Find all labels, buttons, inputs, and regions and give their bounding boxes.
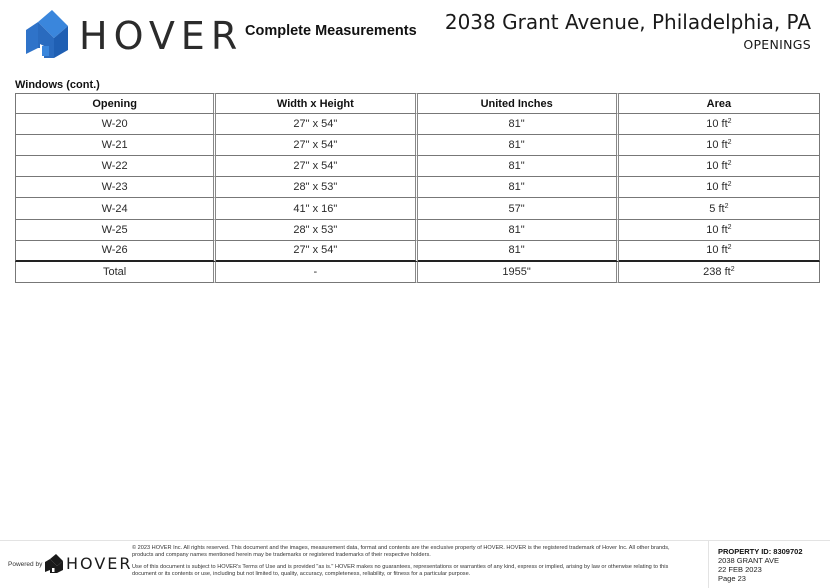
total-united-inches: 1955" (418, 262, 619, 283)
cell-united-inches: 81" (418, 114, 619, 135)
cell-opening: W-25 (15, 220, 216, 241)
windows-table (15, 93, 820, 283)
column-header-united-inches: United Inches (418, 93, 619, 114)
legal-notice (132, 545, 692, 578)
cell-opening: W-23 (15, 177, 216, 198)
column-header-area: Area (619, 93, 820, 114)
table-caption: Windows (cont.) (15, 79, 100, 91)
cell-area: 10 $ft^2$ (619, 135, 820, 156)
cell-opening: W-24 (15, 198, 216, 219)
cell-opening: W-21 (15, 135, 216, 156)
cell-united-inches: 81" (418, 135, 619, 156)
cell-size: 41" x 16" (216, 198, 417, 219)
brand-wordmark: HOVER (79, 14, 244, 58)
cell-area: 10 $ft^2$ (619, 114, 820, 135)
table-row (15, 156, 820, 177)
table-row (15, 177, 820, 198)
report-date: 22 FEB 2023 (718, 565, 762, 574)
footer-brand-wordmark: HOVER (66, 554, 133, 573)
column-header-size: Width x Height (216, 93, 417, 114)
copyright-text: © 2023 HOVER Inc. All rights reserved. This document and the images, measurement data, format and contents are the exclusive property of HOVER. HOVER is the registered trademark of Hover Inc. All other brands, products and company names mentioned herein may be trademarks or registered trademarks of their respective holders. (132, 545, 670, 558)
powered-by-label: Powered by (8, 561, 43, 568)
cell-area: 10 $ft^2$ (619, 220, 820, 241)
property-info (708, 541, 830, 588)
table-row (15, 135, 820, 156)
table-row (15, 198, 820, 219)
section-title: OPENINGS (743, 37, 811, 52)
cell-area: 10 $ft^2$ (619, 177, 820, 198)
table-row (15, 220, 820, 241)
cell-size: 28" x 53" (216, 177, 417, 198)
cell-opening: W-22 (15, 156, 216, 177)
terms-text: Use of this document is subject to HOVER's Terms of Use and is provided "as is." HOVER makes no guarantees, representations or warranties of any kind, express or implied, arising by law or otherwise relating to this document or its contents or use, including but not limited to, quality, accuracy, completeness, reliability, or fitness for a particular purpose. (132, 564, 669, 577)
cell-size: 27" x 54" (216, 241, 417, 262)
cell-united-inches: 81" (418, 220, 619, 241)
cell-opening: W-26 (15, 241, 216, 262)
hover-logo-icon (24, 8, 70, 58)
property-id: PROPERTY ID: 8309702 (718, 547, 803, 556)
cell-opening: W-20 (15, 114, 216, 135)
page-header (0, 0, 830, 70)
cell-size: 28" x 53" (216, 220, 417, 241)
table-row (15, 241, 820, 262)
cell-size: 27" x 54" (216, 156, 417, 177)
property-address: 2038 Grant Avenue, Philadelphia, PA (444, 10, 811, 34)
column-header-opening: Opening (15, 93, 216, 114)
cell-area: 10 $ft^2$ (619, 241, 820, 262)
total-size: - (216, 262, 417, 283)
page-footer (0, 540, 830, 588)
total-label: Total (15, 262, 216, 283)
cell-area: 10 $ft^2$ (619, 156, 820, 177)
cell-area: 5 $ft^2$ (619, 198, 820, 219)
table-header-row (15, 93, 820, 114)
table-row (15, 114, 820, 135)
cell-united-inches: 81" (418, 241, 619, 262)
cell-size: 27" x 54" (216, 114, 417, 135)
cell-united-inches: 81" (418, 177, 619, 198)
hover-footer-logo-icon (45, 554, 63, 573)
page-number: Page 23 (718, 574, 746, 583)
cell-united-inches: 81" (418, 156, 619, 177)
cell-size: 27" x 54" (216, 135, 417, 156)
document-title: Complete Measurements (245, 23, 417, 39)
property-street: 2038 GRANT AVE (718, 556, 780, 565)
table-total-row (15, 262, 820, 283)
total-area: 238 $ft^2$ (619, 262, 820, 283)
cell-united-inches: 57" (418, 198, 619, 219)
